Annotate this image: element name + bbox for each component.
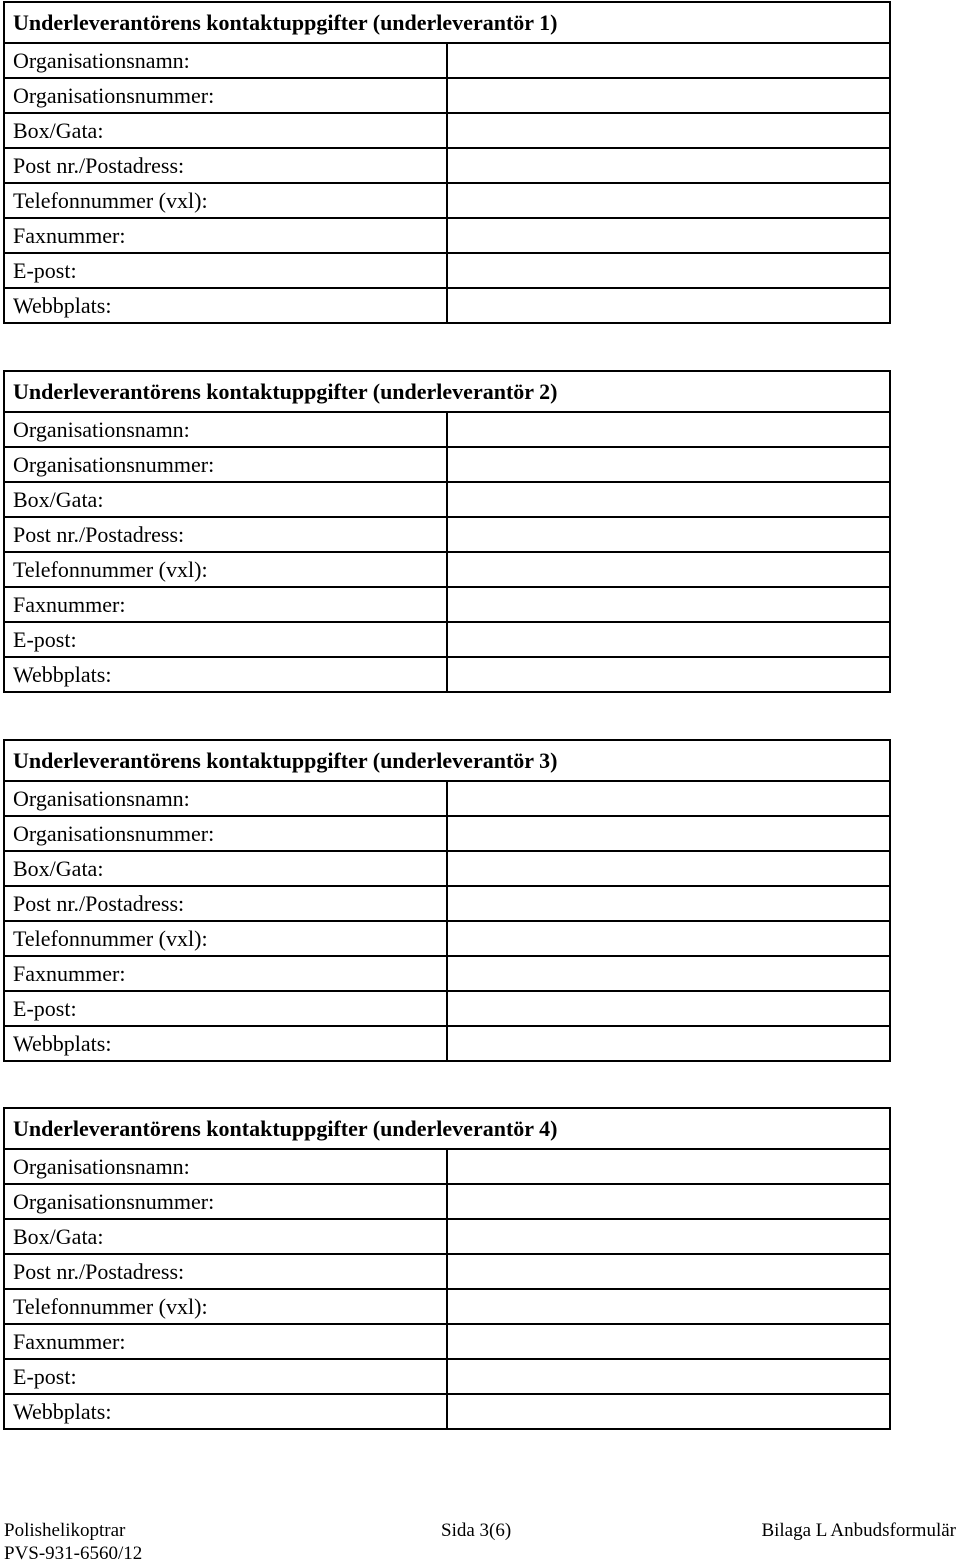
field-value-webbplats[interactable] [447, 1026, 890, 1061]
field-value-telefonnummer[interactable] [447, 921, 890, 956]
field-value-faxnummer[interactable] [447, 1324, 890, 1359]
field-value-faxnummer[interactable] [447, 956, 890, 991]
field-label-telefonnummer: Telefonnummer (vxl): [4, 921, 447, 956]
field-value-postadress[interactable] [447, 517, 890, 552]
field-label-telefonnummer: Telefonnummer (vxl): [4, 183, 447, 218]
field-value-postadress[interactable] [447, 1254, 890, 1289]
field-label-postadress: Post nr./Postadress: [4, 148, 447, 183]
field-value-organisationsnamn[interactable] [447, 412, 890, 447]
subcontractor-1-table [3, 1, 891, 324]
field-value-telefonnummer[interactable] [447, 183, 890, 218]
footer-appendix-title: Bilaga L Anbudsformulär [761, 1520, 956, 1541]
subcontractor-4-table [3, 1107, 891, 1430]
field-label-organisationsnamn: Organisationsnamn: [4, 412, 447, 447]
field-label-organisationsnummer: Organisationsnummer: [4, 816, 447, 851]
field-label-postadress: Post nr./Postadress: [4, 886, 447, 921]
field-label-box-gata: Box/Gata: [4, 482, 447, 517]
field-label-faxnummer: Faxnummer: [4, 956, 447, 991]
field-value-organisationsnamn[interactable] [447, 781, 890, 816]
field-label-e-post: E-post: [4, 991, 447, 1026]
field-label-box-gata: Box/Gata: [4, 1219, 447, 1254]
field-value-organisationsnummer[interactable] [447, 78, 890, 113]
field-value-webbplats[interactable] [447, 1394, 890, 1429]
field-label-faxnummer: Faxnummer: [4, 218, 447, 253]
section-title: Underleverantörens kontaktuppgifter (underleverantör 2) [4, 371, 890, 412]
field-label-webbplats: Webbplats: [4, 657, 447, 692]
footer-document-name: Polishelikoptrar [4, 1520, 126, 1541]
field-label-organisationsnamn: Organisationsnamn: [4, 1149, 447, 1184]
field-label-webbplats: Webbplats: [4, 288, 447, 323]
field-label-faxnummer: Faxnummer: [4, 1324, 447, 1359]
field-value-box-gata[interactable] [447, 113, 890, 148]
section-title: Underleverantörens kontaktuppgifter (underleverantör 3) [4, 740, 890, 781]
field-value-telefonnummer[interactable] [447, 552, 890, 587]
field-label-organisationsnamn: Organisationsnamn: [4, 43, 447, 78]
field-label-box-gata: Box/Gata: [4, 113, 447, 148]
field-value-e-post[interactable] [447, 1359, 890, 1394]
field-value-webbplats[interactable] [447, 288, 890, 323]
field-value-e-post[interactable] [447, 991, 890, 1026]
field-label-e-post: E-post: [4, 1359, 447, 1394]
subcontractor-3-table [3, 739, 891, 1062]
section-title: Underleverantörens kontaktuppgifter (underleverantör 1) [4, 2, 890, 43]
field-value-faxnummer[interactable] [447, 218, 890, 253]
field-label-organisationsnummer: Organisationsnummer: [4, 447, 447, 482]
field-value-postadress[interactable] [447, 148, 890, 183]
field-value-telefonnummer[interactable] [447, 1289, 890, 1324]
field-value-postadress[interactable] [447, 886, 890, 921]
field-label-webbplats: Webbplats: [4, 1026, 447, 1061]
field-label-telefonnummer: Telefonnummer (vxl): [4, 1289, 447, 1324]
field-value-e-post[interactable] [447, 253, 890, 288]
field-label-e-post: E-post: [4, 253, 447, 288]
field-label-webbplats: Webbplats: [4, 1394, 447, 1429]
field-value-organisationsnummer[interactable] [447, 1184, 890, 1219]
field-value-box-gata[interactable] [447, 1219, 890, 1254]
field-value-organisationsnummer[interactable] [447, 816, 890, 851]
field-value-faxnummer[interactable] [447, 587, 890, 622]
footer-reference-number: PVS-931-6560/12 [4, 1543, 143, 1564]
field-value-e-post[interactable] [447, 622, 890, 657]
field-label-faxnummer: Faxnummer: [4, 587, 447, 622]
field-value-webbplats[interactable] [447, 657, 890, 692]
field-value-box-gata[interactable] [447, 482, 890, 517]
section-title: Underleverantörens kontaktuppgifter (underleverantör 4) [4, 1108, 890, 1149]
field-value-box-gata[interactable] [447, 851, 890, 886]
field-label-box-gata: Box/Gata: [4, 851, 447, 886]
field-label-postadress: Post nr./Postadress: [4, 1254, 447, 1289]
field-label-e-post: E-post: [4, 622, 447, 657]
footer-page-number: Sida 3(6) [441, 1520, 512, 1541]
field-label-organisationsnamn: Organisationsnamn: [4, 781, 447, 816]
subcontractor-2-table [3, 370, 891, 693]
field-label-telefonnummer: Telefonnummer (vxl): [4, 552, 447, 587]
field-value-organisationsnamn[interactable] [447, 43, 890, 78]
field-value-organisationsnamn[interactable] [447, 1149, 890, 1184]
field-label-organisationsnummer: Organisationsnummer: [4, 78, 447, 113]
field-value-organisationsnummer[interactable] [447, 447, 890, 482]
field-label-postadress: Post nr./Postadress: [4, 517, 447, 552]
field-label-organisationsnummer: Organisationsnummer: [4, 1184, 447, 1219]
